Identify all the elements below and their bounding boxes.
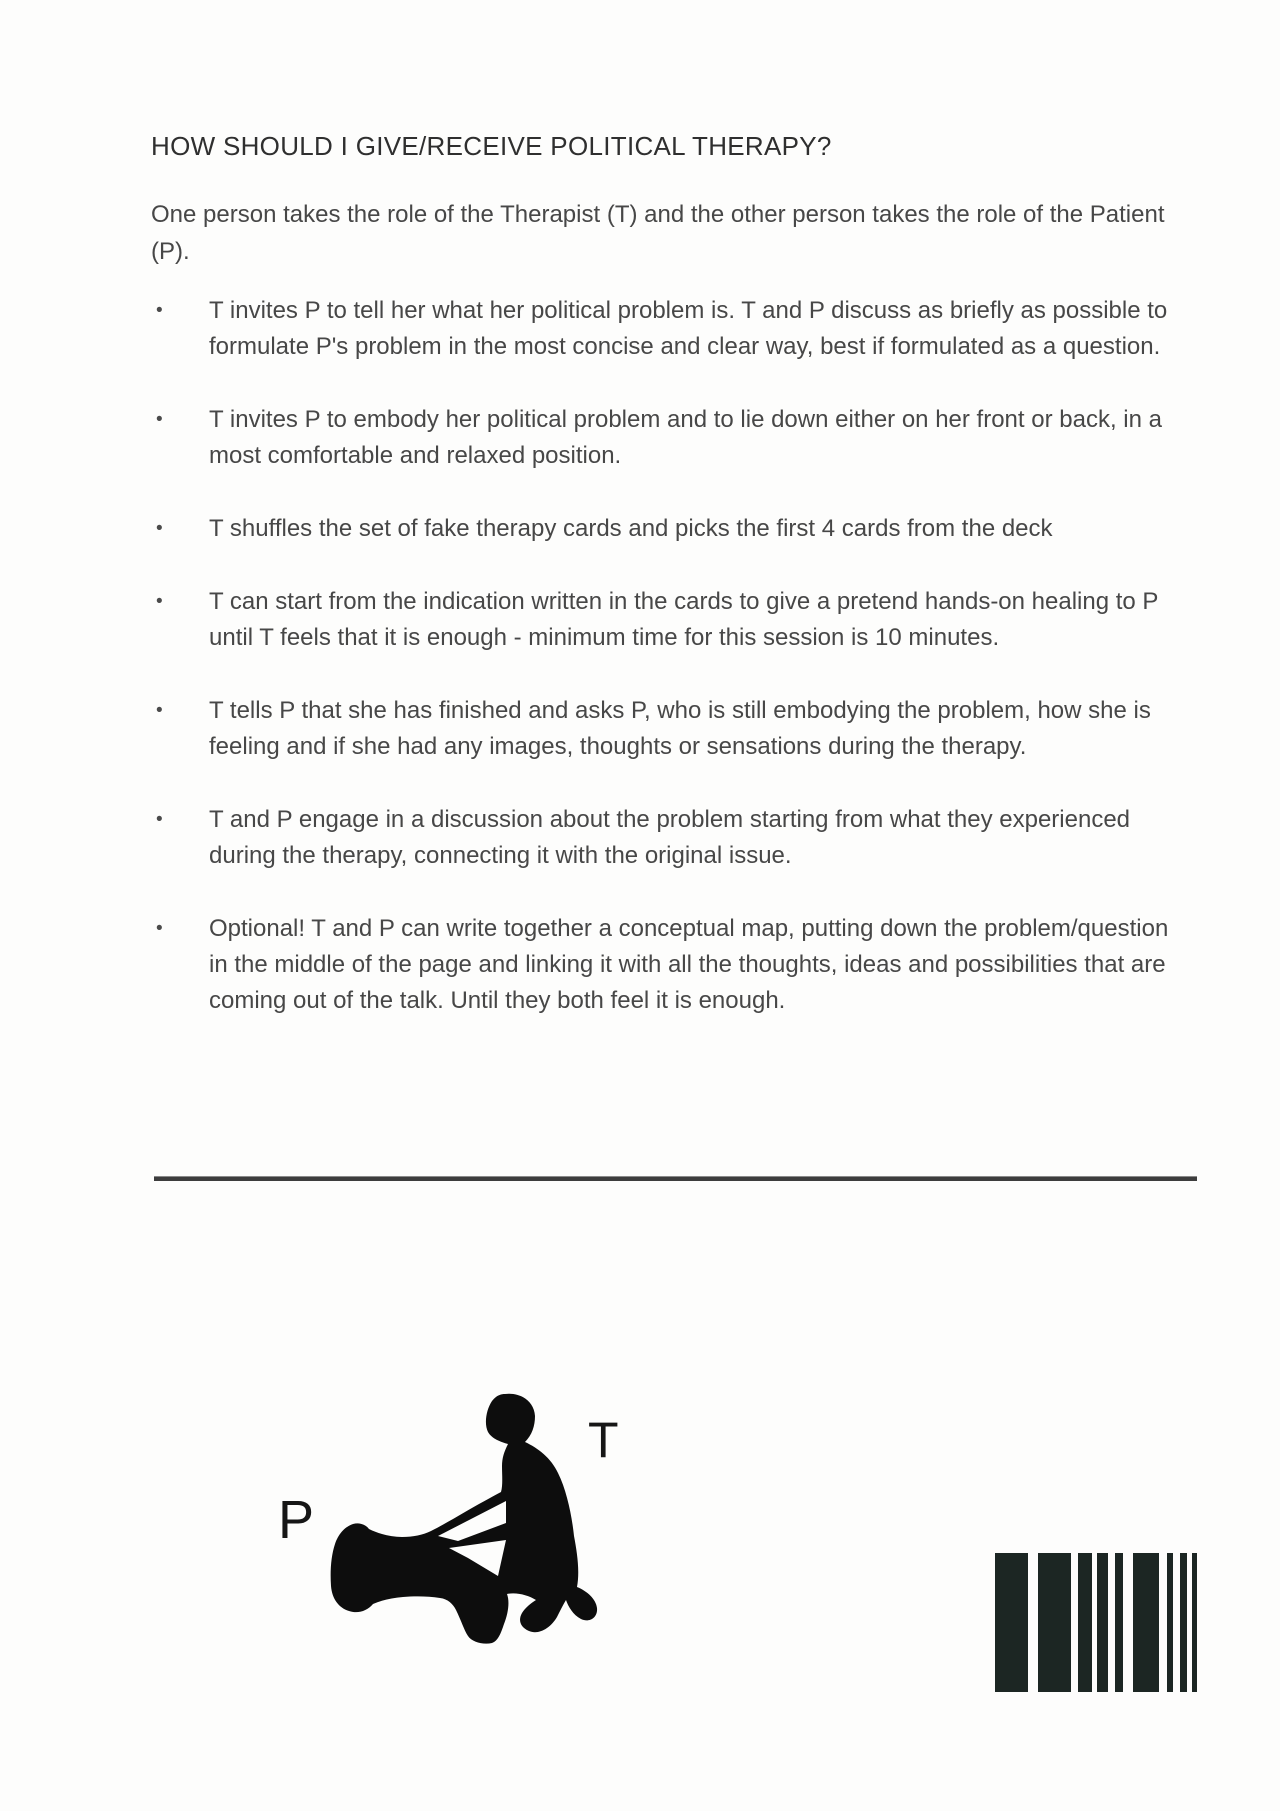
- patient-label: P: [278, 1490, 315, 1550]
- instruction-item-3: [151, 511, 1185, 547]
- bullet-marker: •: [156, 591, 163, 612]
- barcode: [995, 1553, 1197, 1692]
- barcode-bar-8: [1180, 1553, 1187, 1692]
- therapy-illustration: [250, 1385, 690, 1685]
- intro-paragraph: One person takes the role of the Therapist (T) and the other person takes the role of the Patient (P).: [151, 201, 1165, 265]
- barcode-bar-5: [1115, 1553, 1123, 1692]
- bullet-marker: •: [156, 300, 163, 321]
- instruction-item-1: [151, 293, 1185, 365]
- instruction-item-2: [151, 402, 1185, 474]
- barcode-bar-4: [1097, 1553, 1108, 1692]
- barcode-bar-1: [995, 1553, 1028, 1692]
- bullet-text: Optional! T and P can write together a conceptual map, putting down the problem/question in the middle of the page and linking it with all the thoughts, ideas and possibilities that are coming out of the talk. Until they both feel it is enough.: [209, 915, 1169, 1014]
- instruction-item-5: [151, 693, 1185, 765]
- bullet-text: T shuffles the set of fake therapy cards and picks the first 4 cards from the deck: [209, 515, 1053, 542]
- bullet-marker: •: [156, 809, 163, 830]
- bullet-marker: •: [156, 918, 163, 939]
- bullet-text: T invites P to embody her political problem and to lie down either on her front or back, in a most comfortable and relaxed position.: [209, 406, 1162, 469]
- bullet-text: T invites P to tell her what her political problem is. T and P discuss as briefly as possible to formulate P's problem in the most concise and clear way, best if formulated as a question.: [209, 297, 1168, 360]
- barcode-bar-6: [1133, 1553, 1159, 1692]
- therapist-label: T: [588, 1412, 619, 1468]
- bullet-marker: •: [156, 518, 163, 539]
- barcode-bar-3: [1078, 1553, 1092, 1692]
- page-title: HOW SHOULD I GIVE/RECEIVE POLITICAL THERAPY?: [151, 131, 832, 161]
- barcode-bar-2: [1038, 1553, 1071, 1692]
- bullet-text: T tells P that she has finished and asks P, who is still embodying the problem, how she is feeling and if she had any images, thoughts or sensations during the therapy.: [209, 697, 1151, 760]
- instruction-list: [151, 293, 1185, 1056]
- barcode-bar-9: [1192, 1553, 1197, 1692]
- section-divider: [154, 1176, 1197, 1181]
- bullet-text: T can start from the indication written in the cards to give a pretend hands-on healing to P until T feels that it is enough - minimum time for this session is 10 minutes.: [209, 588, 1158, 651]
- barcode-bar-7: [1167, 1553, 1173, 1692]
- instruction-item-7: [151, 911, 1185, 1019]
- bullet-marker: •: [156, 700, 163, 721]
- instruction-item-4: [151, 584, 1185, 656]
- instruction-item-6: [151, 802, 1185, 874]
- bullet-text: T and P engage in a discussion about the problem starting from what they experienced during the therapy, connecting it with the original issue.: [209, 806, 1131, 869]
- bullet-marker: •: [156, 409, 163, 430]
- massage-silhouette-icon: [320, 1390, 610, 1660]
